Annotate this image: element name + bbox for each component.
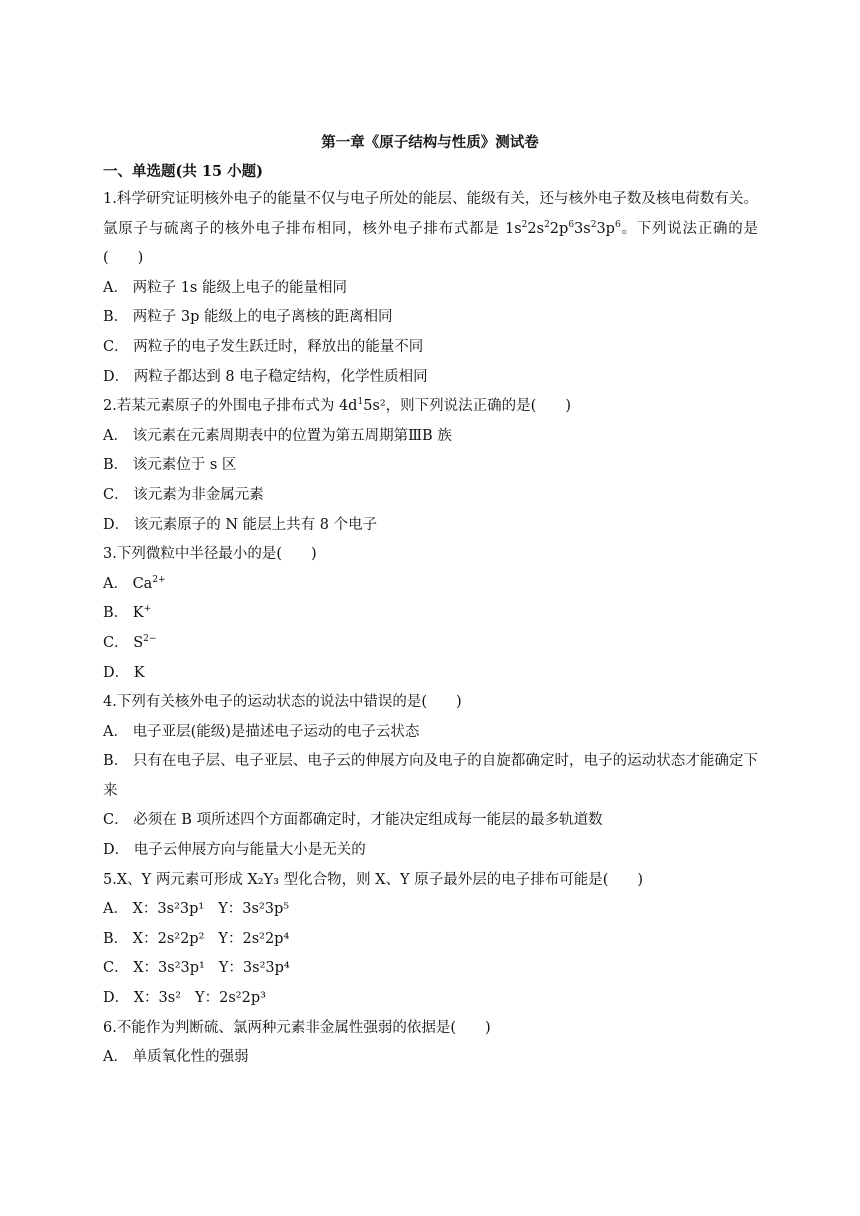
section-heading: 一、单选题(共 15 小题) [103, 163, 263, 180]
page-title: 第一章《原子结构与性质》测试卷 [321, 134, 539, 151]
question-3-option-d[interactable]: D． K [103, 664, 145, 681]
question-4-option-d[interactable]: D． 电子云伸展方向与能量大小是无关的 [103, 842, 366, 859]
question-2-option-b[interactable]: B． 该元素位于 s 区 [103, 457, 237, 474]
question-6-stem: 6.不能作为判断硫、氯两种元素非金属性强弱的依据是( ) [103, 1019, 491, 1036]
question-3-option-c[interactable]: C． $S^{2-}$ [103, 633, 157, 651]
question-5-option-b[interactable]: B． X：2s²2p² Y：2s²2p⁴ [103, 930, 290, 947]
question-5-option-d[interactable]: D． X：3s² Y：2s²2p³ [103, 990, 266, 1007]
question-list [103, 185, 758, 1073]
question-4-option-b[interactable]: B． 只有在电子层、电子亚层、电子云的伸展方向及电子的自旋都确定时，电子的运动状态才能确定下来 [103, 753, 758, 799]
question-3-option-b[interactable]: B． K+ [103, 604, 152, 622]
question-5-option-c[interactable]: C． X：3s²3p¹ Y：3s²3p⁴ [103, 960, 290, 977]
question-2-option-a[interactable]: A． 该元素在元素周期表中的位置为第五周期第ⅢB 族 [103, 427, 452, 444]
question-3-stem: 3.下列微粒中半径最小的是( ) [103, 546, 317, 563]
question-1-option-b[interactable]: B． 两粒子 3p 能级上的电子离核的距离相同 [103, 309, 393, 326]
question-1-stem: 1.科学研究证明核外电子的能量不仅与电子所处的能层、能级有关，还与核外电子数及核电荷数有关。氩原子与硫离子的核外电子排布相同，核外电子排布式都是 $1s^22s^22p^63s^23p^6$。下列说法正确的是( ) [103, 191, 758, 267]
question-6-option-a[interactable]: A． 单质氧化性的强弱 [103, 1049, 249, 1066]
question-5-option-a[interactable]: A． X：3s²3p¹ Y：3s²3p⁵ [103, 901, 290, 918]
question-1-option-d[interactable]: D． 两粒子都达到 8 电子稳定结构，化学性质相同 [103, 368, 428, 385]
question-5-stem: 5.X、Y 两元素可形成 X₂Y₃ 型化合物，则 X、Y 原子最外层的电子排布可能是( ) [103, 871, 644, 888]
question-4-option-a[interactable]: A． 电子亚层(能级)是描述电子运动的电子云状态 [103, 723, 420, 740]
question-4-stem: 4.下列有关核外电子的运动状态的说法中错误的是( ) [103, 694, 462, 711]
question-2-option-d[interactable]: D． 该元素原子的 N 能层上共有 8 个电子 [103, 516, 378, 533]
question-2-stem: 2.若某元素原子的外围电子排布式为 $4d^15s^2$，则下列说法正确的是( ) [103, 397, 571, 415]
question-2-option-c[interactable]: C． 该元素为非金属元素 [103, 486, 264, 503]
question-3-option-a[interactable]: A． $Ca^{2+}$ [103, 574, 166, 592]
question-1-option-c[interactable]: C． 两粒子的电子发生跃迁时，释放出的能量不同 [103, 338, 424, 355]
question-1-option-a[interactable]: A． 两粒子 1s 能级上电子的能量相同 [103, 279, 347, 296]
question-4-option-c[interactable]: C． 必须在 B 项所述四个方面都确定时，才能决定组成每一能层的最多轨道数 [103, 812, 603, 829]
